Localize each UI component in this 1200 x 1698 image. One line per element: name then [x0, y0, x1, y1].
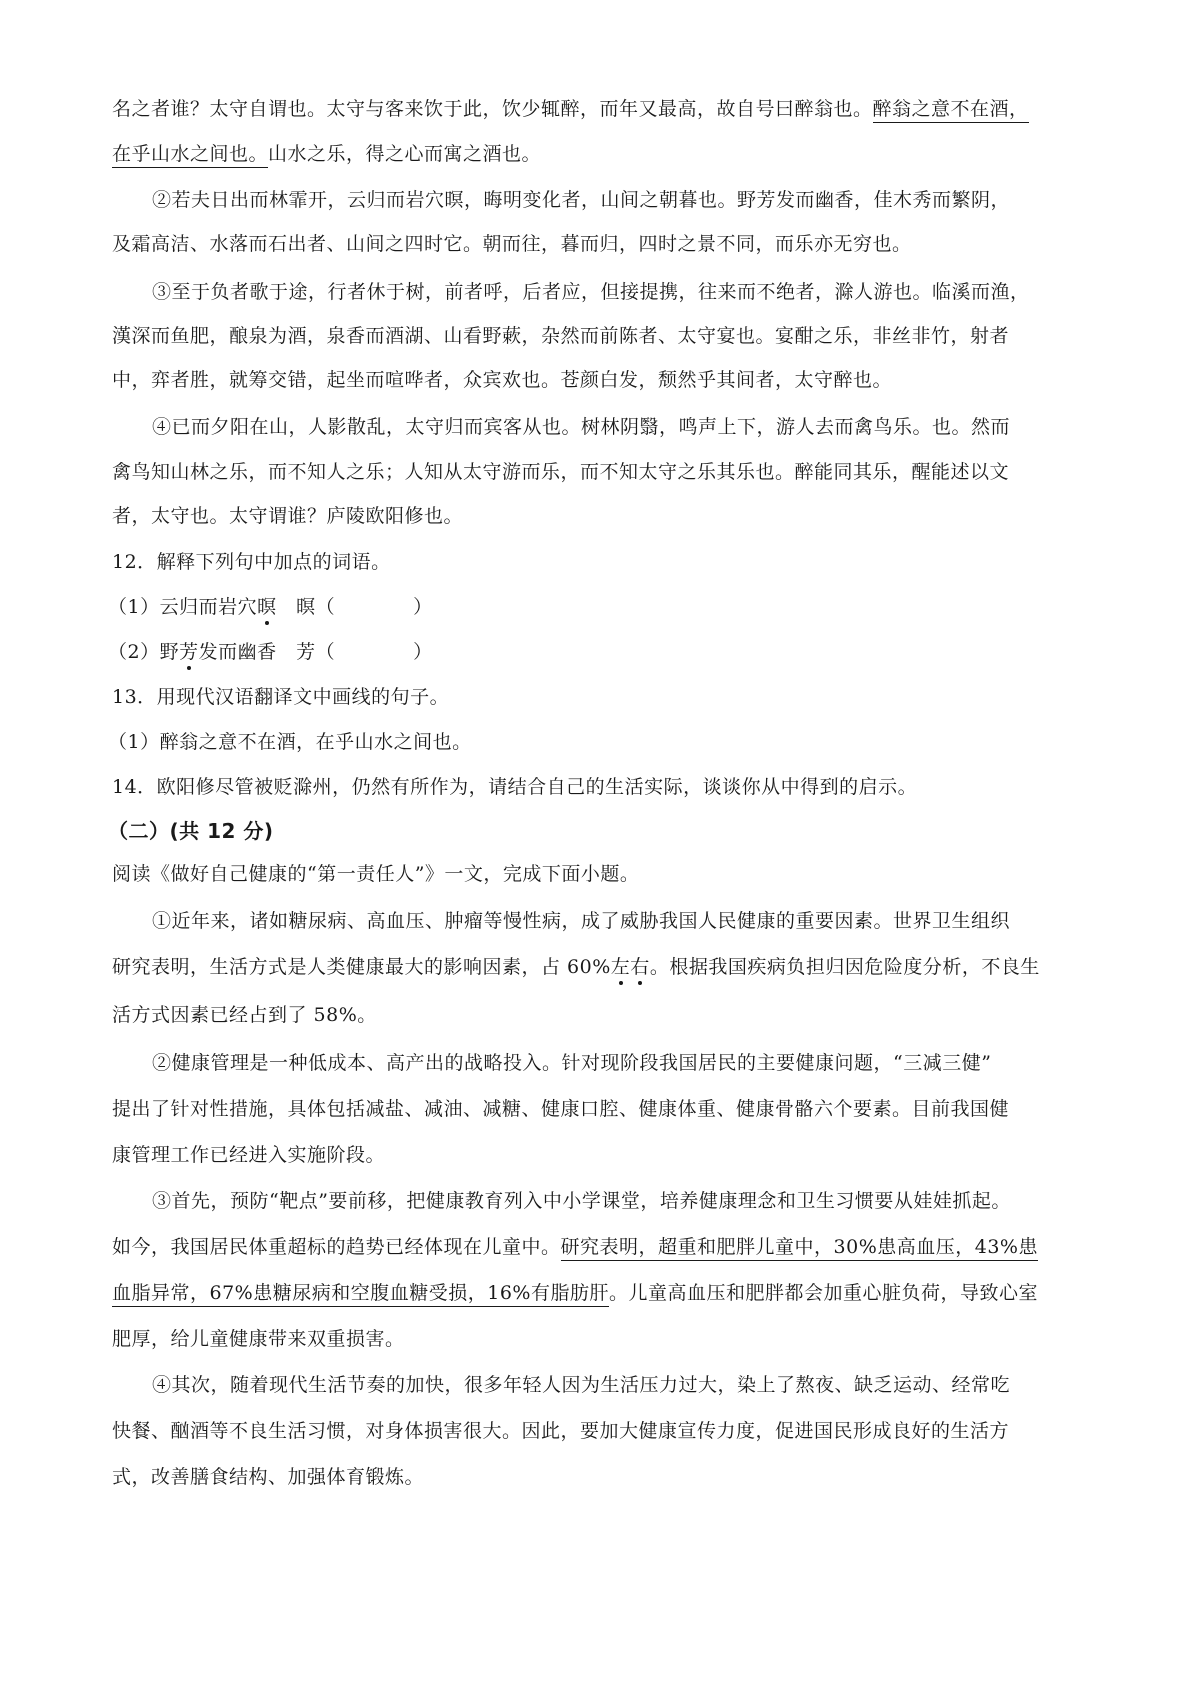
passage1-para2-line1: ②若夫日出而林霏开，云归而岩穴暝，晦明变化者，山间之朝暮也。野芳发而幽香，佳木秀而繁阴，: [152, 189, 1011, 211]
question-13-1: （1）醉翁之意不在酒，在乎山水之间也。: [108, 731, 472, 753]
passage1-para4-line2: 禽鸟知山林之乐，而不知人之乐；人知从太守游而乐，而不知太守之乐其乐也。醉能同其乐，醒能述以文: [112, 461, 1010, 483]
passage1-text: 山水之乐，得之心而寓之酒也。: [268, 143, 542, 165]
dotted-word: 暝: [257, 596, 277, 618]
question-14: 14．欧阳修尽管被贬滁州，仍然有所作为，请结合自己的生活实际，谈谈你从中得到的启示。: [112, 776, 918, 798]
passage2-para3-line3: [112, 1280, 1112, 1306]
dotted-word: 芳: [179, 641, 199, 663]
passage2-para2-line3: 康管理工作已经进入实施阶段。: [112, 1144, 386, 1166]
answer-blank: 暝（ ）: [276, 596, 433, 618]
question-13: 13．用现代汉语翻译文中画线的句子。: [112, 686, 450, 708]
underlined-sentence: 血脂异常，67%患糖尿病和空腹血糖受损，16%有脂肪肝: [112, 1282, 609, 1307]
answer-blank: 发而幽香 芳（ ）: [198, 641, 433, 663]
question-12: 12．解释下列句中加点的词语。: [112, 551, 391, 573]
passage1-para4-line3: 者，太守也。太守谓谁？庐陵欧阳修也。: [112, 505, 464, 527]
passage1-para1-line2: [112, 141, 1112, 167]
section-intro: 阅读《做好自己健康的“第一责任人”》一文，完成下面小题。: [112, 863, 640, 885]
passage2-para3-line4: 肥厚，给儿童健康带来双重损害。: [112, 1328, 405, 1350]
passage2-para1-line2: [112, 954, 1112, 980]
passage1-para3-line2: 漢深而鱼肥，酿泉为酒，泉香而酒湖、山看野蔌，杂然而前陈者、太守宴也。宴酣之乐，非丝非竹，射者: [112, 325, 1010, 347]
passage2-para3-line2: [112, 1234, 1112, 1260]
passage2-text: 。儿童高血压和肥胖都会加重心脏负荷，导致心室: [608, 1282, 1038, 1304]
passage1-para3-line3: 中，弈者胜，就筹交错，起坐而喧哗者，众宾欢也。苍颜白发，颓然乎其间者，太守醉也。: [112, 369, 893, 391]
passage2-para1-line1: ①近年来，诸如糖尿病、高血压、肿瘤等慢性病，成了威胁我国人民健康的重要因素。世界卫生组织: [152, 910, 1011, 932]
passage2-para4-line3: 式，改善膳食结构、加强体育锻炼。: [112, 1466, 425, 1488]
passage2-para2-line1: ②健康管理是一种低成本、高产出的战略投入。针对现阶段我国居民的主要健康问题，“三减三健”: [152, 1052, 992, 1074]
question-text: （1）云归而岩穴: [108, 596, 258, 618]
passage2-text: 。根据我国疾病负担归因危险度分析，不良生: [649, 956, 1040, 978]
section-heading: （二）(共 12 分): [108, 819, 274, 843]
passage2-para2-line2: 提出了针对性措施，具体包括减盐、减油、减糖、健康口腔、健康体重、健康骨骼六个要素。目前我国健: [112, 1098, 1010, 1120]
question-text: （2）野: [108, 641, 180, 663]
passage1-para1-line1: [112, 96, 1112, 122]
passage2-para4-line2: 快餐、酗酒等不良生活习惯，对身体损害很大。因此，要加大健康宣传力度，促进国民形成良好的生活方: [112, 1420, 1010, 1442]
underlined-sentence: 在乎山水之间也。: [112, 143, 268, 168]
dotted-word: 左: [610, 956, 631, 978]
passage2-text: 如今，我国居民体重超标的趋势已经体现在儿童中。: [112, 1236, 561, 1258]
passage2-para1-line3: 活方式因素已经占到了 58%。: [112, 1004, 377, 1026]
underlined-sentence: 醉翁之意不在酒，: [873, 98, 1029, 123]
passage1-para2-line2: 及霜高洁、水落而石出者、山间之四时它。朝而往，暮而归，四时之景不同，而乐亦无穷也。: [112, 233, 912, 255]
question-12-2: [108, 639, 1108, 665]
dotted-word: 右: [630, 956, 650, 978]
passage1-para4-line1: ④已而夕阳在山，人影散乱，太守归而宾客从也。树林阴翳，鸣声上下，游人去而禽鸟乐。也。然而: [152, 416, 1011, 438]
passage2-text: 研究表明，生活方式是人类健康最大的影响因素，占 60%: [112, 956, 611, 978]
underlined-sentence: 研究表明，超重和肥胖儿童中，30%患高血压，43%患: [561, 1236, 1038, 1261]
passage2-para4-line1: ④其次，随着现代生活节奏的加快，很多年轻人因为生活压力过大，染上了熬夜、缺乏运动、经常吃: [152, 1374, 1011, 1396]
passage1-para3-line1: ③至于负者歌于途，行者休于树，前者呼，后者应，但接提携，往来而不绝者，滁人游也。临溪而渔，: [152, 281, 1030, 303]
question-12-1: [108, 594, 1108, 620]
passage2-para3-line1: ③首先，预防“靶点”要前移，把健康教育列入中小学课堂，培养健康理念和卫生习惯要从娃娃抓起。: [152, 1190, 1011, 1212]
passage1-text: 名之者谁？太守自谓也。太守与客来饮于此，饮少辄醉，而年又最高，故自号曰醉翁也。: [112, 98, 873, 120]
